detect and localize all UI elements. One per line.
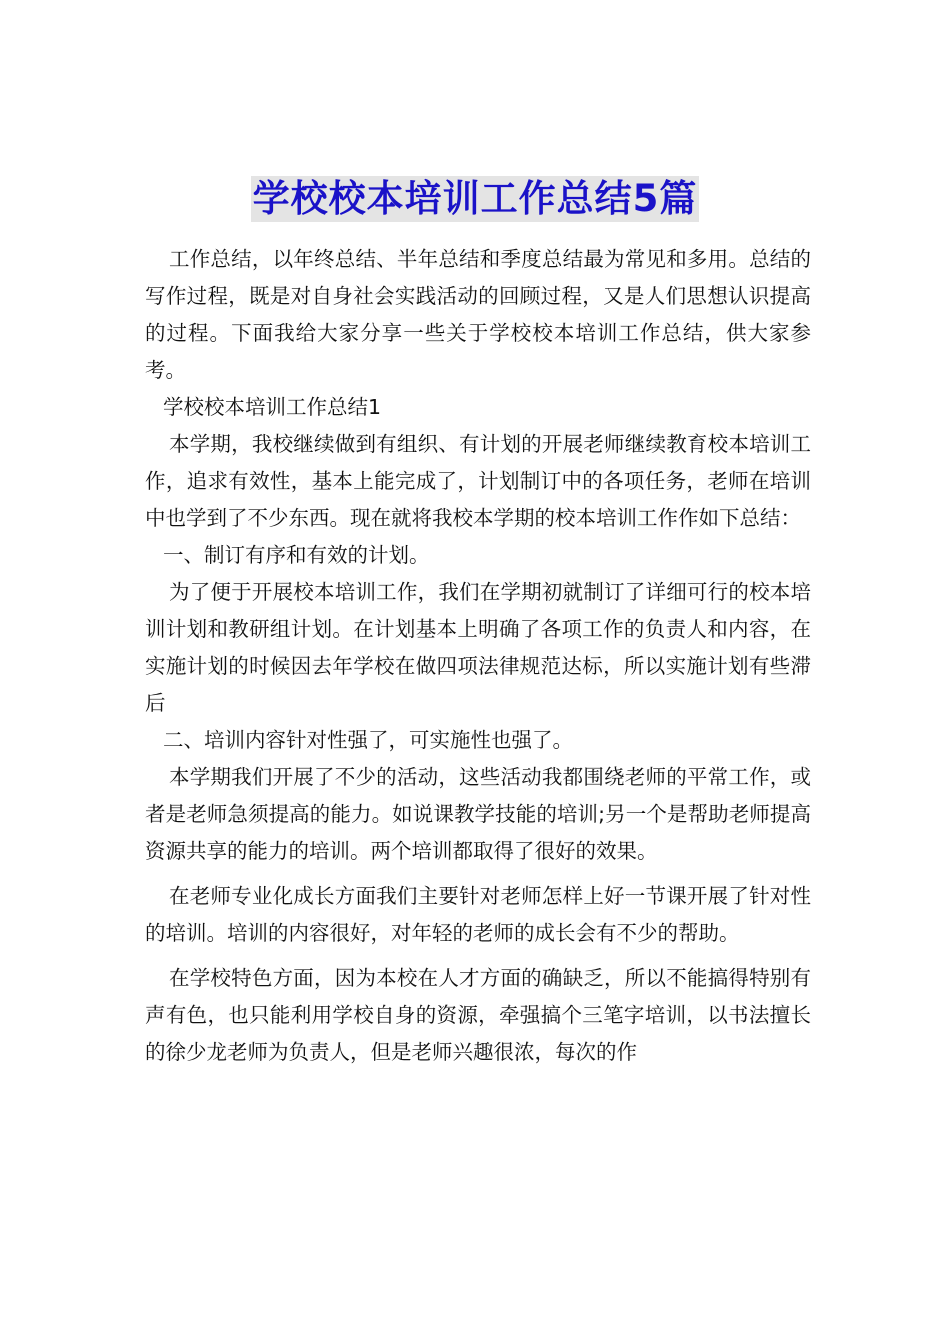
body-paragraph: 为了便于开展校本培训工作，我们在学期初就制订了详细可行的校本培训计划和教研组计划。在计划基本上明确了各项工作的负责人和内容，在实施计划的时候因去年学校在做四项法律规范达标，所以实施计划有些滞后: [145, 580, 811, 715]
body-paragraph: 本学期我们开展了不少的活动，这些活动我都围绕老师的平常工作，或者是老师急须提高的能力。如说课教学技能的培训;另一个是帮助老师提高资源共享的能力的培训。两个培训都取得了很好的效果。: [145, 765, 811, 863]
body-paragraph: 本学期，我校继续做到有组织、有计划的开展老师继续教育校本培训工作，追求有效性，基本上能完成了，计划制订中的各项任务，老师在培训中也学到了不少东西。现在就将我校本学期的校本培训工作作如下总结：: [145, 432, 811, 530]
section-heading-1: 学校校本培训工作总结1: [163, 395, 382, 419]
body-paragraph: 在老师专业化成长方面我们主要针对老师怎样上好一节课开展了针对性的培训。培训的内容很好，对年轻的老师的成长会有不少的帮助。: [145, 884, 811, 945]
subheading-content: 二、培训内容针对性强了，可实施性也强了。: [163, 728, 573, 752]
document-body: [145, 241, 811, 1071]
subheading-plan: 一、制订有序和有效的计划。: [163, 543, 430, 567]
document-title: 学校校本培训工作总结5篇: [252, 177, 698, 220]
title-area: [0, 176, 950, 222]
body-paragraph: 在学校特色方面，因为本校在人才方面的确缺乏，所以不能搞得特别有声有色，也只能利用学校自身的资源，牵强搞个三笔字培训，以书法擅长的徐少龙老师为负责人，但是老师兴趣很浓，每次的作: [145, 966, 811, 1064]
intro-paragraph: 工作总结，以年终总结、半年总结和季度总结最为常见和多用。总结的写作过程，既是对自身社会实践活动的回顾过程，又是人们思想认识提高的过程。下面我给大家分享一些关于学校校本培训工作总结，供大家参考。: [145, 247, 811, 382]
